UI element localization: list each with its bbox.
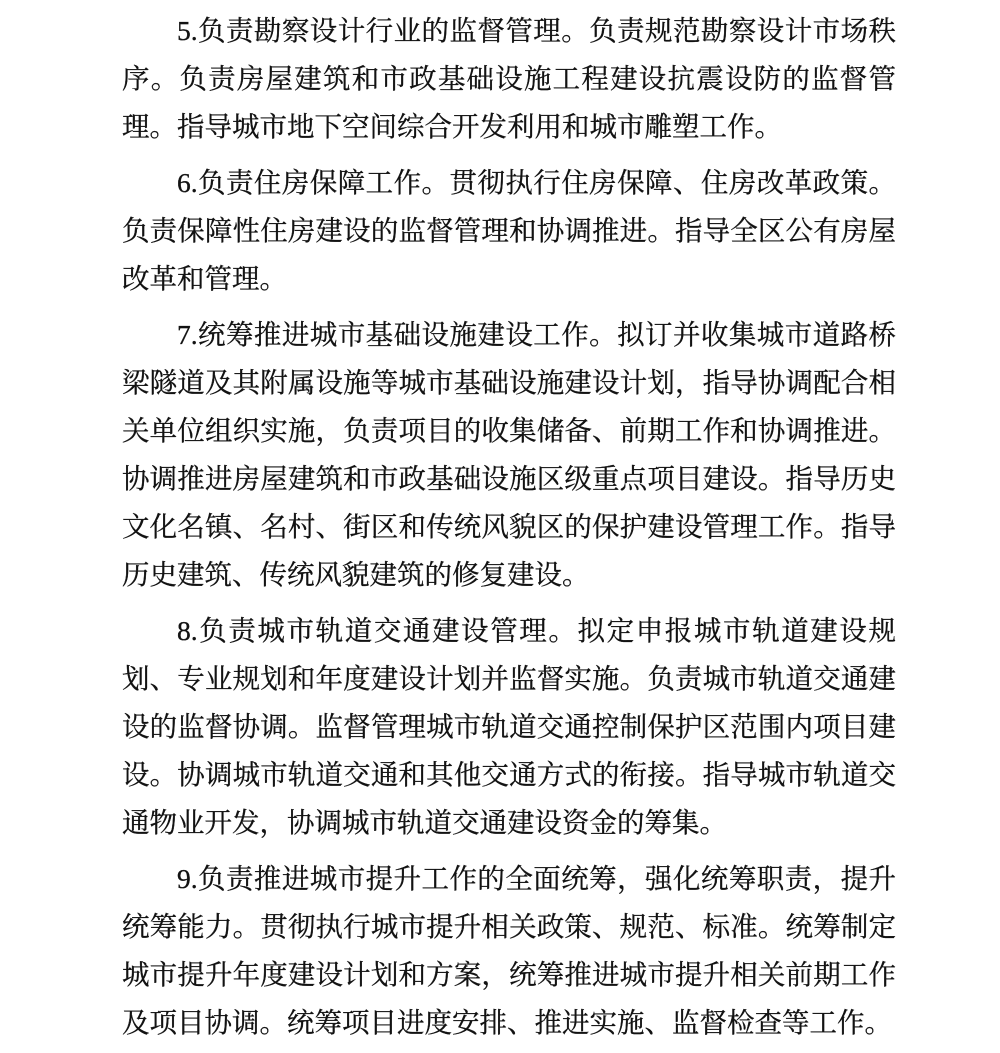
duty-paragraph-7: 7.统筹推进城市基础设施建设工作。拟订并收集城市道路桥梁隧道及其附属设施等城市基础设施建设计划，指导协调配合相关单位组织实施，负责项目的收集储备、前期工作和协调推进。协调推进房屋建筑和市政基础设施区级重点项目建设。指导历史文化名镇、名村、街区和传统风貌区的保护建设管理工作。指导历史建筑、传统风貌建筑的修复建设。: [122, 319, 896, 590]
duty-paragraph-9: 9.负责推进城市提升工作的全面统筹，强化统筹职责，提升统筹能力。贯彻执行城市提升相关政策、规范、标准。统筹制定城市提升年度建设计划和方案，统筹推进城市提升相关前期工作及项目协调。统筹项目进度安排、推进实施、监督检查等工作。: [122, 863, 896, 1038]
duty-paragraph-5: 5.负责勘察设计行业的监督管理。负责规范勘察设计市场秩序。负责房屋建筑和市政基础设施工程建设抗震设防的监督管理。指导城市地下空间综合开发利用和城市雕塑工作。: [122, 15, 896, 142]
duty-paragraph-8: 8.负责城市轨道交通建设管理。拟定申报城市轨道建设规划、专业规划和年度建设计划并监督实施。负责城市轨道交通建设的监督协调。监督管理城市轨道交通控制保护区范围内项目建设。协调城市轨道交通和其他交通方式的衔接。指导城市轨道交通物业开发，协调城市轨道交通建设资金的筹集。: [122, 615, 896, 838]
duty-paragraph-6: 6.负责住房保障工作。贯彻执行住房保障、住房改革政策。负责保障性住房建设的监督管理和协调推进。指导全区公有房屋改革和管理。: [122, 167, 896, 294]
